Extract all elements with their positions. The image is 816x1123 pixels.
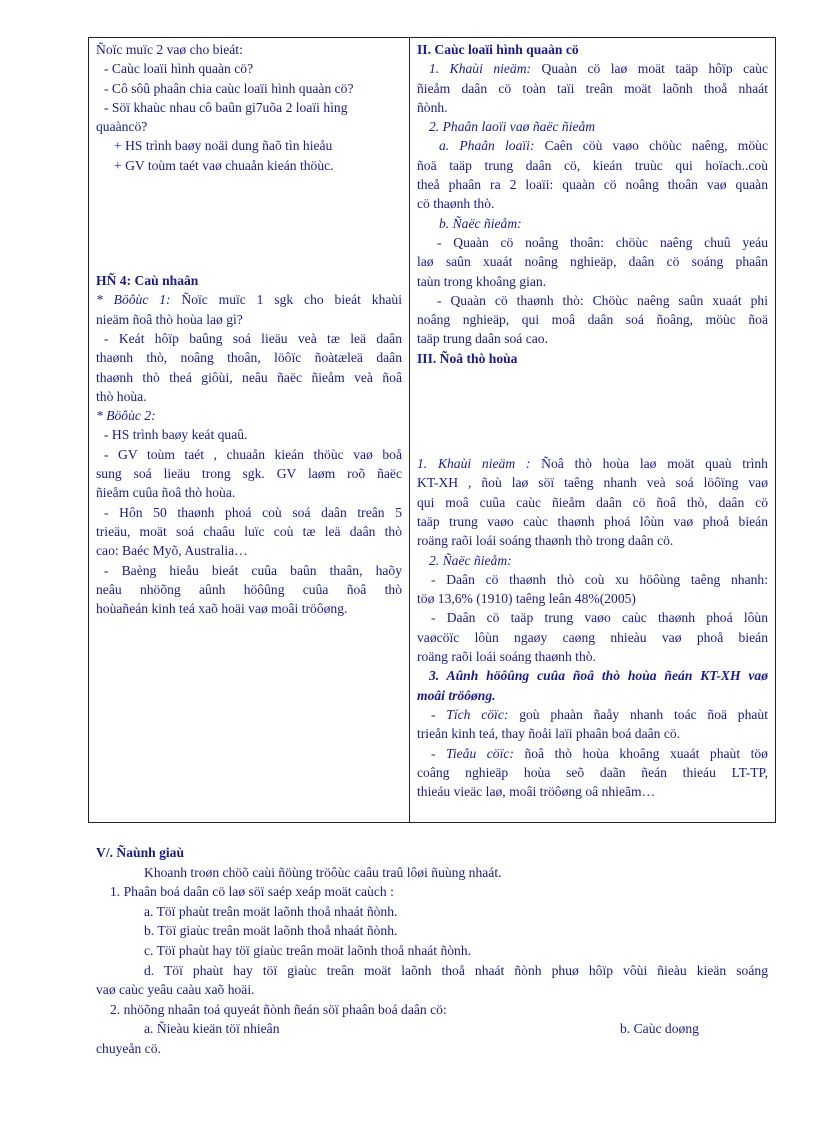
- activity-3-line: - Söï khaùc nhau cô baûn gi7uõa 2 loaïi hìng: [104, 99, 348, 115]
- evaluation-instruction: Khoanh troøn chöõ caùi ñöùng tröôùc caâu traû lôøi ñuùng nhaát.: [144, 864, 502, 880]
- step-1-line: nieäm ñoâ thò hoùa laø gì?: [96, 311, 243, 327]
- definition-label: 1. Khaùi nieäm:: [429, 61, 532, 77]
- negative-impact-line: thieáu vieäc laø, moâi tröôøng oâ nhieãm…: [417, 784, 656, 800]
- activity-3-block: [96, 40, 402, 175]
- question-1-option: c. Töï phaùt hay töï giaùc treân moät laõnh thoå nhaát ñònh.: [144, 942, 472, 958]
- activity-4-title: HÑ 4: Caù nhaân: [96, 273, 199, 289]
- activity-3-line: Ñoïc muïc 2 vaø cho bieát:: [96, 42, 243, 57]
- step-1-line: Ñoïc muïc 1 sgk cho bieát khaùi: [181, 292, 402, 308]
- step-2-line: ñieåm cuûa ñoâ thò hoùa.: [96, 485, 236, 501]
- definition-line: ñieåm daân cö toàn taïi treân moät laõnh thoå nhaát: [417, 80, 768, 96]
- step-1-line: thaønh thò, noâng thoân, löôïc ñoàtæleä daân: [96, 350, 402, 366]
- step-2-line: neâu nhöõng aûnh höôûng cuûa ñoâ thò: [96, 581, 402, 597]
- characteristics-line: taäp trung daân soá cao.: [417, 331, 548, 347]
- positive-impact-line: goù phaàn ñaåy nhanh toác ñoä phaùt: [519, 706, 768, 722]
- positive-impact-label: - Tích cöïc:: [431, 706, 509, 722]
- characteristics-label: b. Ñaëc ñieåm:: [439, 215, 522, 231]
- definition-line: ñònh.: [417, 99, 448, 115]
- urbanization-characteristics-line: roäng raõi loái soáng thaønh thò.: [417, 649, 596, 665]
- negative-impact-line: ñoâ thò hoùa khoâng xuaát phaùt töø: [524, 745, 768, 761]
- urbanization-impact-title: 3. Aûnh höôûng cuûa ñoâ thò hoùa ñeán KT-XH vaø: [429, 668, 768, 684]
- activity-3-line: + HS trình baøy noäi dung ñaõ tìn hieåu: [114, 138, 333, 154]
- urbanization-characteristics-line: - Daân cö taäp trung vaøo caùc thaønh phoá lôùn: [431, 610, 768, 626]
- step-2-line: trieäu, moät soá chaâu luïc coù tæ leä daân thò: [96, 523, 402, 539]
- urbanization-definition-line: Ñoâ thò hoùa laø moät quaù trình: [541, 456, 768, 472]
- characteristics-line: laø saûn xuaát noâng nghieäp, daân cö soáng phaân: [417, 254, 768, 270]
- teacher-student-activities-column: [89, 38, 410, 823]
- section-2-title: II. Caùc loaïi hình quaàn cö: [417, 42, 579, 57]
- activity-3-line: + GV toùm taét vaø chuaån kieán thöùc.: [114, 157, 334, 173]
- urbanization-definition-line: taäp trung vaøo caùc thaønh phoá lôùn vaø phoå bieán: [417, 513, 768, 529]
- activity-3-line: - Caùc loaïi hình quaàn cö?: [104, 61, 254, 77]
- step-1-label: * Böôùc 1:: [96, 292, 171, 308]
- section-3-title: III. Ñoâ thò hoùa: [417, 350, 518, 366]
- urbanization-characteristics-line: töø 13,6% (1910) taêng leân 48%(2005): [417, 591, 636, 607]
- step-1-line: - Keát hôïp baûng soá lieäu veà tæ leä daân: [104, 330, 402, 346]
- question-1-option: d. Töï phaùt hay töï giaùc treân moät laõnh thoå nhaát ñònh phuø hôïp vôùi ñieàu kieän soáng: [144, 962, 768, 978]
- classification-line: cö thaønh thò.: [417, 196, 495, 212]
- step-1-line: thaønh thò theá giôùi, neâu ñaëc ñieåm veà ñoâ: [96, 369, 402, 385]
- step-2-line: - HS trình baøy keát quaû.: [104, 427, 248, 443]
- classification-line: Caên cöù vaøo chöùc naêng, möùc: [544, 138, 768, 154]
- characteristics-line: - Quaàn cö thaønh thò: Chöùc naêng saûn xuaát phi: [437, 292, 768, 308]
- classification-label: a. Phaân loaïi:: [439, 138, 535, 154]
- step-2-line: cao: Baéc Myõ, Australia…: [96, 543, 248, 559]
- characteristics-line: - Quaàn cö noâng thoân: chöùc naêng chuû yeáu: [437, 234, 768, 250]
- characteristics-line: noâng nghieäp, qui moâ daân soá ñoâng, möùc ñoä: [417, 312, 768, 328]
- activity-3-line: - Cô sôû phaân chia caùc loaïi hình quaàn cö?: [104, 80, 354, 96]
- step-2-line: - Hôn 50 thaønh phoá coù soá daân treân 5: [104, 504, 402, 520]
- evaluation-section: [96, 843, 768, 1059]
- question-1-option: vaø caùc yeâu caàu xaõ hoäi.: [96, 982, 255, 998]
- question-1: 1. Phaân boá daân cö laø söï saép xeáp moät caùch :: [110, 884, 394, 900]
- lesson-table: [88, 37, 776, 823]
- positive-impact-line: trieån kinh teá, thay ñoåi laïi phaân boá daân cö.: [417, 726, 681, 742]
- negative-impact-label: - Tieâu cöïc:: [431, 745, 514, 761]
- question-2-option-b-continued: chuyeån cö.: [96, 1040, 161, 1056]
- question-1-option: b. Töï giaùc treân moät laõnh thoå nhaát ñònh.: [144, 923, 398, 939]
- negative-impact-line: coâng nghieäp hoùa seõ daãn ñeán thieáu LT-TP,: [417, 764, 768, 780]
- question-2-option-b: b. Caùc doøng: [620, 1021, 699, 1037]
- characteristics-line: taùn trong khoâng gian.: [417, 273, 547, 289]
- urbanization-definition-label: 1. Khaùi nieäm :: [417, 456, 531, 472]
- urbanization-characteristics-label: 2. Ñaëc ñieåm:: [429, 552, 512, 568]
- urbanization-definition-line: roäng raõi loái soáng thaønh thò trong daân cö.: [417, 533, 674, 549]
- step-2-line: sung soá lieäu trong sgk. GV laøm roõ ñaëc: [96, 466, 402, 482]
- question-2: 2. nhöõng nhaân toá quyeát ñònh ñeán söï phaân boá daân cö:: [110, 1001, 447, 1017]
- classification-line: theå phaân ra 2 loaïi: quaàn cö noâng thoân vaø quaàn: [417, 177, 768, 193]
- step-2-line: - GV toùm taét , chuaån kieán thöùc vaø boå: [104, 446, 402, 462]
- content-column: [410, 38, 776, 823]
- evaluation-title: V/. Ñaùnh giaù: [96, 845, 185, 860]
- urbanization-characteristics-line: - Daân cö thaønh thò coù xu höôùng taêng nhanh:: [431, 571, 768, 587]
- step-2-label: * Böôùc 2:: [96, 408, 156, 424]
- urbanization-definition-line: KT-XH , ñoù laø söï taêng nhanh veà soá löôïng vaø: [417, 475, 768, 491]
- classification-title: 2. Phaân laoïi vaø ñaëc ñieåm: [429, 119, 596, 135]
- step-1-line: thò hoùa.: [96, 388, 147, 404]
- step-2-line: - Baèng hieåu bieát cuûa baûn thaân, haõy: [104, 562, 402, 578]
- classification-line: ñoä taäp trung daân cö, kieán truùc qui hoïach..coù: [417, 157, 768, 173]
- step-2-line: hoùañeán kinh teá xaõ hoäi vaø moâi tröôøng.: [96, 601, 348, 617]
- urbanization-characteristics-line: vaøcöïc lôùn ngaøy caøng nhieàu vaø phoå bieán: [417, 629, 768, 645]
- urbanization-definition-line: qui moâ cuûa caùc ñieåm daân cö ñoâ thò, daân cö: [417, 494, 768, 510]
- activity-4-block: [96, 271, 402, 618]
- activity-3-line: quaàncö?: [96, 119, 148, 135]
- question-1-option: a. Töï phaùt treân moät laõnh thoå nhaát ñònh.: [144, 903, 398, 919]
- urbanization-impact-title: moâi tröôøng.: [417, 687, 496, 703]
- definition-line: Quaàn cö laø moät taäp hôïp caùc: [541, 61, 768, 77]
- question-2-option-a: a. Ñieàu kieän töï nhieân: [144, 1021, 280, 1037]
